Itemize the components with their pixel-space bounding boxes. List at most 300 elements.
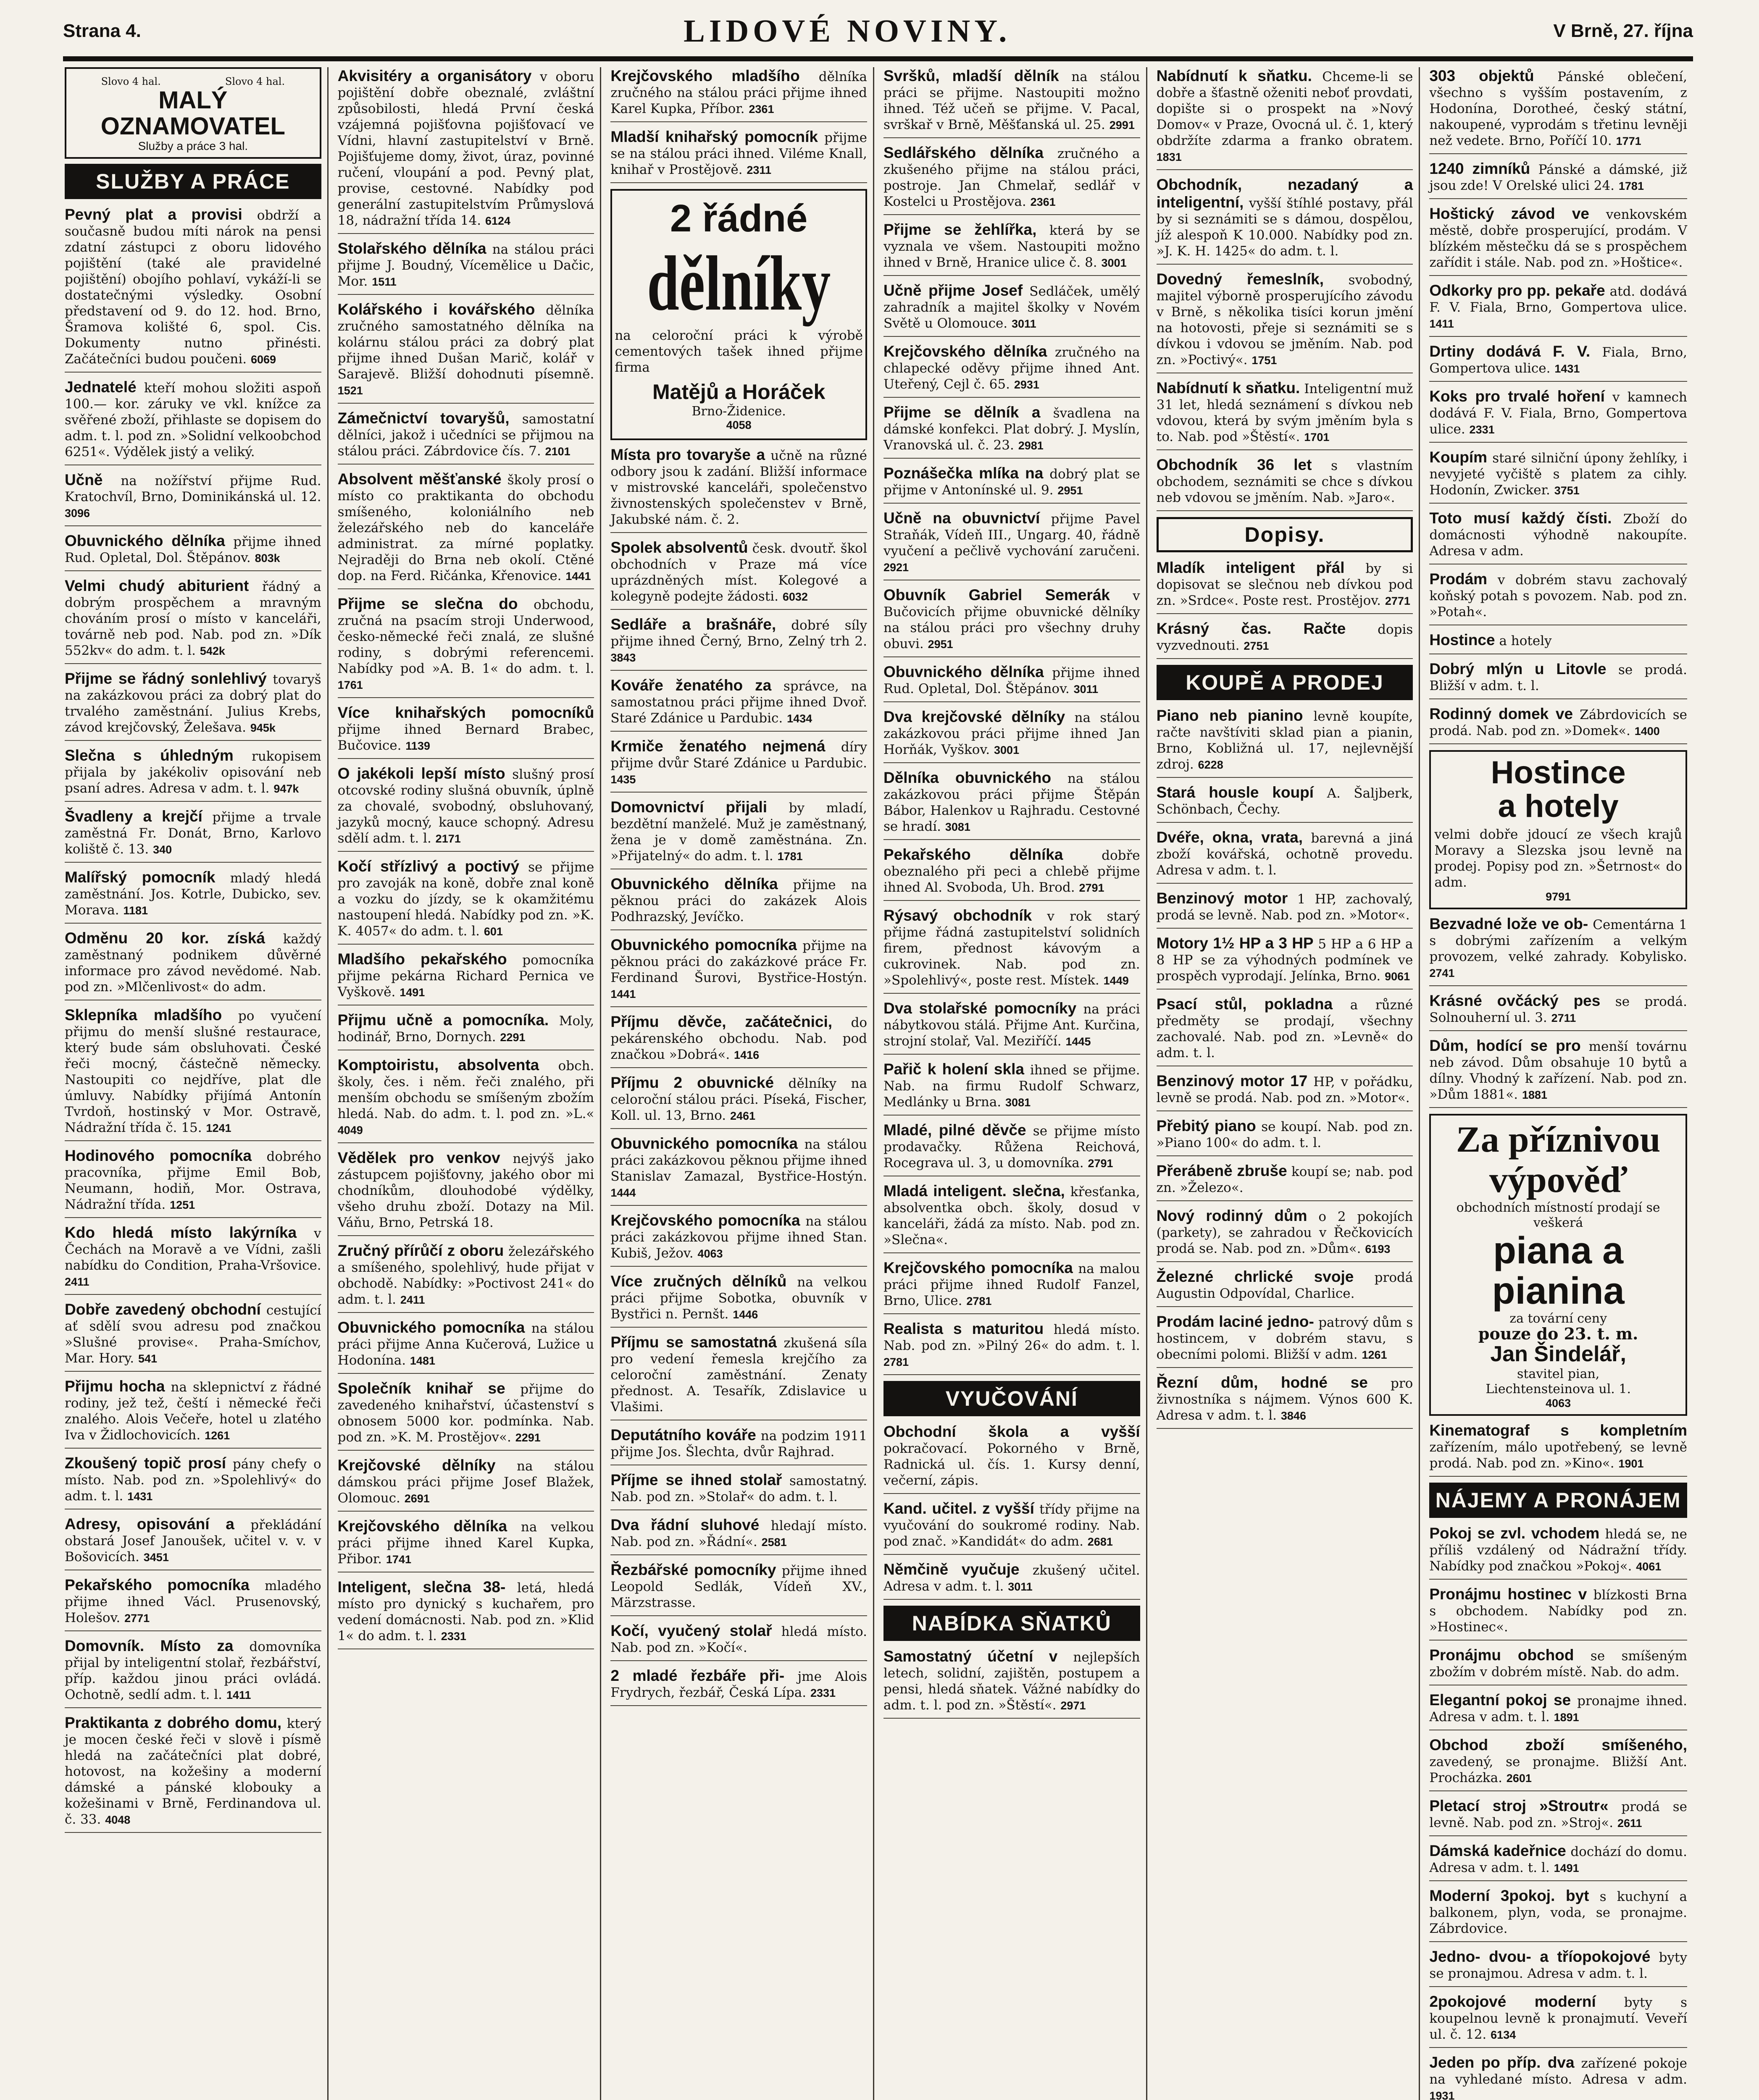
ad-body: zkušená síla pro vedení řemesla krejčího za celoroční zaměstnání. Zenaty přednost. A. Tesařík, Zdislavice u Vlašimi. — [610, 1336, 868, 1415]
display-ad-body: na celoroční práci k výrobě cementových tašek ihned přijme firma — [615, 328, 863, 375]
ad-number: 4063 — [697, 1247, 723, 1260]
ad-number: 4048 — [105, 1814, 131, 1826]
ad-heading: Dva řádní sluhové — [610, 1516, 760, 1533]
ad-number: 1400 — [1634, 725, 1660, 738]
ad-body: na stálou práci přijme Anna Kučerová, Lužice u Hodonína. — [337, 1321, 594, 1368]
ad-number: 6124 — [485, 215, 511, 227]
ad-body: Pánské a dámské, již jsou zde! V Orelské ulici 24. — [1429, 162, 1687, 193]
ad-heading: Odkorky pro pp. pekaře — [1429, 282, 1605, 299]
ad-number: 2361 — [749, 103, 774, 116]
ad-list — [610, 446, 867, 1706]
ad-heading: Piano neb pianino — [1156, 707, 1303, 724]
ad-heading: Přijme se žehlířka, — [883, 221, 1037, 238]
ad-body: samostatní dělníci, jakož i učedníci se přijmou na stálou práci. Zábrdovice čís. 7. — [337, 412, 594, 459]
ad-number: 1701 — [1304, 431, 1330, 444]
ad-heading: Akvisitéry a organisátory — [337, 67, 532, 84]
classified-title: MALÝ OZNAMOVATEL — [100, 87, 285, 140]
ad-heading: Prodám laciné jedno- — [1156, 1313, 1314, 1330]
ad-body: venkovském městě, dobře prosperující, prodám. V blízkém městečku dá se s prospěchem zařídit i stále. Nab. pod zn. »Hoštice«. — [1429, 207, 1687, 270]
ad-heading: Obchod zboží smíšeného, — [1429, 1736, 1687, 1754]
ad-heading: Učně na obuvnictví — [883, 509, 1040, 527]
ad-heading: Pronájmu hostinec v — [1429, 1586, 1587, 1603]
ad-heading: Slečna s úhledným — [65, 747, 234, 764]
rate-left: Slovo 4 hal. — [101, 76, 161, 87]
classified-ad — [1429, 343, 1687, 382]
ad-body: školy prosí o místo co praktikanta do obchodu smíšeného, koloniálního neb železářského neb do kanceláře administrat. za mírné poplatky. Nejraději do Brna neb okolí. Ctěné dop. na Ferd. Ričánka, Křenovice. — [337, 472, 594, 583]
classified-ad — [610, 1212, 867, 1267]
ad-heading: Pletací stroj »Stroutr« — [1429, 1797, 1609, 1814]
ad-number: 2771 — [1385, 595, 1410, 607]
ad-number: 1491 — [1554, 1862, 1579, 1874]
classified-ad — [1429, 1037, 1687, 1108]
ad-number: 2921 — [883, 561, 909, 574]
ad-body: hledají místo. Nab. pod zn. »Řádní«. — [610, 1518, 867, 1549]
piano-line-1: obchodních místností prodají se veškerá — [1456, 1200, 1660, 1230]
column-6 — [1428, 67, 1693, 2100]
ad-heading: Krejčovského pomocníka — [610, 1212, 800, 1229]
ad-heading: Řezní dům, hodné se — [1156, 1374, 1368, 1391]
ad-heading: Kand. učitel. z vyšší — [883, 1500, 1034, 1517]
ad-number: 2311 — [747, 164, 771, 176]
ad-heading: Samostatný účetní v — [883, 1648, 1058, 1665]
ad-heading: Kdo hledá místo lakýrníka — [65, 1224, 297, 1241]
piano-main: piana a pianina — [1492, 1230, 1625, 1312]
classified-ad — [1157, 1072, 1413, 1111]
classified-ad — [338, 1380, 594, 1451]
piano-seller: Jan Šindelář, — [1490, 1342, 1626, 1366]
ad-heading: Švadleny a krejčí — [65, 808, 202, 825]
ad-heading: Krejčovského dělníka — [883, 343, 1047, 360]
ad-body: se prodá. Solnouherní ul. 3. — [1429, 994, 1687, 1025]
ad-heading: Obuvnického dělníka — [610, 875, 778, 892]
ad-number: 601 — [484, 925, 503, 938]
classified-ad — [610, 738, 867, 793]
classified-ad — [883, 663, 1140, 702]
ad-heading: Prodám — [1429, 570, 1488, 588]
classified-ad — [65, 670, 321, 741]
ad-body: v kamnech dodává F. V. Fiala, Brno, Gompertova ulice. — [1429, 390, 1687, 437]
ad-body: Sedláček, umělý zahradník a majitel školky v Novém Světě u Olomouce. — [883, 284, 1140, 331]
ad-number: 945k — [250, 722, 276, 734]
ad-body: na stálou práci se přijme. Nastoupiti možno ihned. Též učeň se přijme. V. Pacal, svrškař v Brně, Měšťanská ul. 25. — [883, 69, 1140, 132]
ad-heading: Kolářského i kovářského — [337, 301, 535, 318]
ad-number: 2741 — [1429, 967, 1455, 979]
ad-heading: Hoštický závod ve — [1429, 205, 1589, 222]
ad-heading: Jedno- dvou- a tříopokojové — [1429, 1948, 1651, 1965]
ad-body: v dobrém stavu zachovalý koňský potah s povozem. Nab. pod zn. »Potah«. — [1429, 572, 1687, 620]
ad-number: 3451 — [143, 1551, 169, 1564]
classified-ad — [65, 808, 321, 863]
newspaper-title: LIDOVÉ NOVINY. — [684, 13, 1011, 49]
ad-body: do pekárenského obchodu. Nab. pod značkou »Dobrá«. — [610, 1015, 867, 1062]
ad-body: na sklepnictví z řádné rodiny, jež tež, čeští i německé řeči znalého. Alois Večeře, hotel u zlatého Iva v Židlochovicích. — [65, 1380, 321, 1443]
ad-heading: Více zručných dělníků — [610, 1273, 787, 1290]
ad-heading: Toto musí každý čísti. — [1429, 509, 1612, 527]
classified-ad — [338, 1517, 594, 1572]
ad-heading: Dovedný řemeslník, — [1156, 270, 1324, 288]
ad-number: 9061 — [1385, 970, 1410, 983]
ad-body: ihned se přijme. Nab. na firmu Rudolf Schwarz, Medlánky u Brna. — [883, 1063, 1140, 1110]
ad-body: díry přijme dvůr Staré Zdánice u Pardubic. — [610, 740, 867, 771]
ad-body: přijme a trvale zaměstná Fr. Donát, Brno, Karlovo koliště č. 13. — [65, 810, 321, 857]
ad-heading: O jakékoli lepší místo — [337, 765, 505, 782]
ad-body: atd. dodává F. V. Fiala, Brno, Gompertova ulice. — [1429, 284, 1687, 315]
ad-heading: Krejčovského mladšího — [610, 67, 800, 84]
ad-heading: Přerábeně zbruše — [1156, 1162, 1287, 1179]
classified-ad — [65, 747, 321, 802]
classified-ad — [610, 936, 867, 1007]
ad-list — [1429, 1525, 1687, 2100]
ad-number: 1751 — [1252, 354, 1277, 367]
ad-body: patrový dům s hostincem, v dobrém stavu, s obecními polomi. Bližší v adm. — [1156, 1315, 1413, 1362]
ad-list — [1429, 67, 1687, 744]
ad-heading: Pařič k holení skla — [883, 1060, 1024, 1078]
ad-body: prodá Augustin Odpovídal, Charlice. — [1156, 1270, 1413, 1301]
ad-body: se přijme místo prodavačky. Růžena Reichová, Rocegrava ul. 3, u domovníka. — [883, 1124, 1140, 1171]
ad-heading: Obuvník Gabriel Semerák — [883, 586, 1110, 604]
ad-body: dělníka zručného na stálou práci přijme ihned Karel Kupka, Příbor. — [610, 69, 867, 116]
classified-ad — [610, 1667, 867, 1706]
classified-ad — [65, 1224, 321, 1295]
ad-body: přijme ihned Bernard Brabec, Bučovice. — [337, 722, 594, 753]
classified-ad — [65, 1576, 321, 1631]
classified-ad — [1157, 934, 1413, 990]
ad-heading: 1240 zimníků — [1429, 160, 1530, 177]
section-banner-letters: Dopisy. — [1157, 517, 1413, 552]
ad-body: vyšší štíhlé postavy, přál by si seznámiti se s dámou, dospělou, jíž alespoň K 10.000. Nabídky pod zn. »J. K. H. 1425« do adm. t. l. — [1156, 196, 1413, 259]
ad-number: 2331 — [441, 1630, 466, 1643]
classified-ad — [1157, 1374, 1413, 1429]
ad-heading: Dům, hodící se pro — [1429, 1037, 1581, 1054]
classified-ad — [883, 144, 1140, 215]
ad-number: 2931 — [1014, 378, 1039, 391]
ad-body: v Bučovicích přijme obuvnické dělníky na stálou práci pro všechny druhy obuvi. — [883, 588, 1140, 651]
classified-ad — [1429, 705, 1687, 744]
ad-number: 1445 — [1065, 1035, 1091, 1048]
ad-number: 542k — [200, 645, 225, 657]
ad-heading: Svršků, mladší dělník — [883, 67, 1059, 84]
classified-ad — [1157, 176, 1413, 265]
ad-number: 1781 — [777, 850, 803, 863]
ad-heading: Krásný čas. Račte — [1156, 620, 1346, 637]
ad-number: 6193 — [1365, 1243, 1391, 1255]
ad-heading: Učně přijme Josef — [883, 282, 1023, 299]
section-banner-services: SLUŽBY A PRÁCE — [65, 164, 321, 199]
ad-heading: Dobře zavedený obchodní — [65, 1301, 261, 1318]
classified-ad — [1157, 890, 1413, 929]
ad-heading: Obuvnického pomocníka — [610, 1135, 798, 1152]
ad-body: pro živnostníka s nájmem. Výnos 600 K. Adresa v adm. t. l. — [1156, 1376, 1413, 1423]
ad-heading: Zkoušený topič prosí — [65, 1454, 226, 1472]
ad-body: švadlena na dámské konfekci. Plat dobrý. J. Myslín, Vranovská ul. č. 23. — [883, 406, 1140, 453]
classified-ad — [65, 378, 321, 465]
ad-number: 2291 — [500, 1031, 526, 1044]
ad-body: pány chefy o místo. Nab. pod zn. »Spolehlivý« do adm. t. l. — [65, 1457, 321, 1504]
ad-heading: Místa pro tovaryše a — [610, 446, 765, 463]
ad-body: pronajme ihned. Adresa v adm. t. l. — [1429, 1693, 1688, 1725]
classified-ad — [883, 1423, 1140, 1494]
ad-heading: 2 mladé řezbáře při- — [610, 1667, 785, 1684]
hotel-number: 9791 — [1546, 890, 1571, 903]
ad-body: se koupí. Nab. pod zn. »Piano 100« do adm. t. l. — [1156, 1119, 1413, 1150]
ad-number: 3001 — [1101, 257, 1127, 269]
ad-heading: Koks pro trvalé hoření — [1429, 388, 1605, 405]
ad-list — [1429, 1422, 1687, 1477]
ad-number: 2691 — [404, 1492, 430, 1505]
ad-body: a různé předměty se prodají, všechny zachovalé. Nab. pod zn. »Levně« do adm. t. l. — [1156, 998, 1413, 1060]
section-banner-buy-sell: KOUPĚ A PRODEJ — [1157, 665, 1413, 700]
ad-heading: Pekařského pomocníka — [65, 1576, 250, 1593]
ad-number: 2791 — [1079, 882, 1104, 894]
ad-number: 2711 — [1551, 1012, 1576, 1024]
classified-ad — [883, 282, 1140, 337]
ad-body: řádný a dobrým prospěchem a mravným chováním prosí o místo v kanceláři, továrně neb pod. Nab. pod zn. »Dík 552kv« do adm. t. l. — [65, 579, 321, 658]
ad-number: 1446 — [733, 1308, 758, 1321]
ad-body: přijme na pěknou práci do zakázek Alois Podhrazský, Jevíčko. — [610, 877, 867, 924]
ad-body: mladý hledá zaměstnání. Jos. Kotrle, Dubicko, sev. Morava. — [65, 871, 321, 918]
ad-heading: Nový rodinný dům — [1156, 1207, 1307, 1224]
ad-body: na stálou dámskou práci přijme Josef Blažek, Olomouc. — [337, 1459, 594, 1506]
ad-heading: Krásné ovčácký pes — [1429, 992, 1601, 1009]
piano-line-4: stavitel pian, — [1517, 1367, 1600, 1381]
ad-list — [610, 67, 867, 183]
ad-heading: Realista s maturitou — [883, 1320, 1044, 1337]
classified-ad — [338, 470, 594, 589]
ad-heading: Obchodní škola a vyšší — [883, 1423, 1140, 1440]
classified-ad — [1157, 270, 1413, 373]
ad-body: samostatný. Nab. pod zn. »Stolař« do adm. t. l. — [610, 1473, 867, 1504]
ad-body: přijme ihned Rud. Opletal, Dol. Štěpánov. — [883, 665, 1140, 696]
ad-body: zařízením, málo upotřebený, se levně prodá. Nab. pod zn. »Kino«. — [1429, 1440, 1687, 1471]
ad-number: 2771 — [124, 1612, 150, 1625]
classified-ad — [610, 1516, 867, 1555]
ad-body: A. Šaljberk, Schönbach, Čechy. — [1156, 786, 1413, 817]
ad-number: 2101 — [545, 445, 571, 458]
piano-line-5: Liechtensteinova ul. 1. — [1486, 1382, 1631, 1396]
classified-ad — [338, 595, 594, 698]
ad-heading: Jeden po příp. dva — [1429, 2054, 1575, 2071]
ad-body: staré silniční úpony žehlíky, i nevyjeté vyčiště s platem za cihly. Hodonín, Zwicker. — [1429, 451, 1687, 498]
ad-number: 1761 — [337, 679, 363, 691]
ad-number: 1441 — [565, 570, 591, 583]
ad-number: 1411 — [1429, 318, 1454, 330]
classified-ad — [883, 1500, 1140, 1555]
classified-ad — [1157, 829, 1413, 884]
ad-number: 2951 — [1057, 484, 1083, 497]
ad-body: kteří mohou složiti aspoň 100.— kor. záruky ve vkl. knížce za svěřené zboží, přihlaste se dopisem do adm. t. l. pod zn. »Solidní velkoobchod 6251«. Výdělek jistý a veliký. — [65, 381, 321, 459]
ad-body: 1 HP, zachovalý, prodá se levně. Nab. pod zn. »Motor«. — [1156, 892, 1413, 923]
ad-number: 2331 — [810, 1687, 836, 1699]
classified-ad — [610, 1074, 867, 1129]
ad-heading: Hodinového pomocníka — [65, 1147, 252, 1164]
ad-heading: Stará housle koupí — [1156, 784, 1314, 801]
ad-number: 1481 — [410, 1354, 435, 1367]
classified-ad — [610, 1334, 867, 1420]
ad-number: 3011 — [1012, 318, 1036, 330]
ad-number: 3846 — [1280, 1410, 1306, 1422]
ad-heading: Spolek absolventů — [610, 539, 748, 556]
ad-body: Pánské oblečení, všechno s vyšším postavením, z Hodonína, Dorotheé, český státní, nakoupené, vyprodám s třetinu levněji než vedete. Brno, Poříčí 10. — [1429, 69, 1687, 148]
ad-heading: Pokoj se zvl. vchodem — [1429, 1525, 1600, 1542]
ad-heading: Pronájmu obchod — [1429, 1646, 1574, 1664]
ad-body: a hotely — [1499, 633, 1552, 648]
ad-list — [338, 67, 594, 1649]
hotel-body: velmi dobře jdoucí ze všech krajů Moravy a Slezska jsou levně na prodej. Popisy pod zn. »Šetrnost« do adm. — [1434, 827, 1682, 890]
ad-number: 3843 — [610, 651, 636, 664]
ad-heading: Poznášečka mlíka na — [883, 465, 1044, 482]
ad-body: Inteligentní muž 31 let, hledá seznámení s dívkou neb vdovou, která by svým jměním byla s to. Nab. pod »Štěstí«. — [1156, 381, 1413, 444]
ad-body: po vyučení přijmu do menší slušné restaurace, který bude sám obsluhovati. České řeči mocný, částečně německy. Nastoupiti co nejdříve, plat dle úmluvy. Nabídky přijímá Antonín Tvrdoň, hostinský v Mor. Ostravě, Nádražní třída č. 15. — [65, 1008, 321, 1135]
ad-body: pokračovací. Pokorného v Brně, Radnická ul. čís. 1. Kursy denní, večerní, zápis. — [883, 1441, 1140, 1488]
ad-body: přijme Pavel Straňák, Vídeň III., Ungarg. 40, řádně vyučení a pečlivě vychování zaručeni. — [883, 512, 1140, 559]
classified-ad — [883, 67, 1140, 138]
ad-heading: Krejčovské dělníky — [337, 1457, 496, 1474]
ad-body: svobodný, majitel výborně prosperujícího závodu v Brně, s několika tisíci korun jmění na hotovosti, přeje si seznámiti se s dívkou i vdovou se jměním. Nab. pod zn. »Poctivý«. — [1156, 273, 1413, 368]
ad-body: hledá se, ne příliš vzdálený od Nádražní třídy. Nabídky pod značkou »Pokoj«. — [1429, 1527, 1687, 1574]
classified-subtitle: Služby a práce 3 hal. — [138, 139, 248, 152]
classified-ad — [65, 1637, 321, 1708]
ad-body: 5 HP a 6 HP a 8 HP se za výhodných podmínek ve prospěch vyprodají. Jelínka, Brno. — [1156, 937, 1413, 984]
ad-list — [883, 1423, 1140, 1600]
ad-body: dobré síly přijme ihned Černý, Brno, Zelný trh 2. — [610, 618, 868, 649]
classified-ad — [1157, 559, 1413, 614]
classified-ad — [883, 1000, 1140, 1055]
ad-heading: Krejčovského pomocníka — [883, 1259, 1073, 1276]
ad-heading: 303 objektů — [1429, 67, 1534, 84]
hotel-title-2: a hotely — [1498, 788, 1619, 824]
classified-ad — [338, 1319, 594, 1374]
ad-number: 3081 — [1005, 1096, 1031, 1109]
ad-body: správce, na samostatnou práci přijme ihned Dvoř. Staré Zdánice u Pardubic. — [610, 679, 868, 726]
ad-number: 2331 — [1469, 423, 1495, 436]
classified-ad — [883, 509, 1140, 580]
classified-ad — [610, 798, 867, 869]
ad-number: 1431 — [1554, 362, 1580, 375]
ad-heading: Praktikanta z dobrého domu, — [65, 1714, 282, 1731]
ad-body: se smíšeným zbožím v dobrém místě. Nab. do adm. — [1429, 1648, 1687, 1680]
ad-heading: Obchodník 36 let — [1156, 456, 1312, 473]
ad-heading: Učně — [65, 471, 103, 488]
classified-ad — [1429, 1842, 1687, 1881]
classified-ad — [1429, 1646, 1687, 1685]
classified-ad — [1157, 379, 1413, 450]
classified-info-box — [65, 67, 321, 159]
ad-body: přijme se na stálou práci ihned. Viléme Knall, knihař v Prostějově. — [610, 130, 867, 177]
ad-number: 803k — [255, 552, 280, 564]
classified-ad — [1429, 509, 1687, 564]
ad-heading: Příjme se ihned stolař — [610, 1471, 782, 1488]
ad-heading: Dva stolařské pomocníky — [883, 1000, 1077, 1017]
ad-heading: Dva krejčovské dělníky — [883, 708, 1065, 725]
ad-body: překládání obstará Josef Janoušek, učitel v. v. v Bošovicích. — [65, 1517, 321, 1564]
classified-ad — [1429, 1586, 1687, 1641]
ad-number: 3751 — [1554, 484, 1580, 497]
ad-body: cestující ať sdělí svou adresu pod značkou »Slušné provise«. Praha-Smíchov, Mar. Hory. — [65, 1303, 321, 1366]
ad-number: 2411 — [400, 1294, 425, 1306]
classified-ad — [1157, 1268, 1413, 1307]
ad-heading: Krejčovského dělníka — [337, 1517, 507, 1535]
classified-ad — [65, 1714, 321, 1833]
hotel-title-1: Hostince — [1491, 755, 1626, 790]
ad-number: 1491 — [400, 986, 425, 999]
column-3 — [609, 67, 874, 2100]
ad-number: 2781 — [966, 1295, 992, 1307]
ad-body: dochází do domu. Adresa v adm. t. l. — [1429, 1844, 1687, 1875]
ad-heading: Mladší knihařský pomocník — [610, 128, 818, 145]
ad-body: která by se vyznala ve všem. Nastoupiti možno ihned v Brně, Hranice ulice č. 8. — [883, 223, 1140, 270]
classified-ad — [338, 410, 594, 465]
ad-heading: Pekařského dělníka — [883, 846, 1063, 863]
ad-body: hledá místo. Nab. pod zn. »Kočí«. — [610, 1624, 867, 1655]
classified-ad — [1429, 1525, 1687, 1580]
ad-number: 1444 — [610, 1186, 636, 1199]
ad-heading: Mladšího pekařského — [337, 950, 507, 968]
ad-number: 3096 — [65, 507, 90, 520]
classified-ad — [883, 1320, 1140, 1375]
ad-number: 2611 — [1617, 1817, 1642, 1830]
ad-number: 1881 — [1522, 1089, 1548, 1101]
classified-ad — [883, 1182, 1140, 1253]
classified-ad — [1429, 1948, 1687, 1987]
ad-heading: Více knihařských pomocníků — [337, 704, 594, 721]
classified-ad — [65, 1378, 321, 1449]
ad-body: prodá se levně. Nab. pod zn. »Stroj«. — [1429, 1799, 1688, 1830]
ad-number: 6032 — [782, 591, 808, 603]
ad-body: dobrý plat se přijme v Antonínské ul. 9. — [883, 467, 1140, 498]
classified-ad — [1157, 620, 1413, 659]
classified-ad — [883, 465, 1140, 504]
ad-body: v Čechách na Moravě a ve Vídni, zašli nabídku do Condition, Praha-Vršovice. — [65, 1226, 321, 1273]
classified-ad — [65, 577, 321, 664]
ad-heading: Zručný přírůčí z oboru — [337, 1242, 504, 1259]
ad-body: na stálou práci zakázkovou přijme ihned Stan. Kubiš, Ježov. — [610, 1214, 868, 1261]
ad-body: se přijme pro zavoják na koně, dobře znal koně a vozku do jízdy, se k okamžitému nastoupení hledá. Nabídky pod zn. »K. K. 4057« do adm. t. l. — [337, 860, 594, 939]
ad-number: 1435 — [610, 773, 636, 786]
ad-heading: Sklepníka mladšího — [65, 1006, 222, 1024]
ad-number: 2981 — [1018, 439, 1044, 452]
ad-body: zkušený učitel. Adresa v adm. t. l. — [883, 1563, 1140, 1594]
ad-heading: Obuvnického dělníka — [65, 532, 225, 549]
classified-ad — [610, 875, 867, 930]
section-banner-rentals: NÁJEMY A PRONÁJEM — [1429, 1483, 1687, 1518]
classified-ad — [610, 1561, 867, 1616]
classified-ad — [65, 206, 321, 373]
ad-heading: Rodinný domek ve — [1429, 705, 1573, 722]
ad-heading: Příjmu děvče, začátečnici, — [610, 1013, 833, 1030]
classified-ad — [610, 1622, 867, 1661]
ad-number: 2171 — [435, 832, 461, 845]
classified-ad — [883, 769, 1140, 840]
ad-body: jme Alois Frydrych, řezbář, Česká Lípa. — [610, 1669, 868, 1700]
ad-list — [883, 67, 1140, 1375]
ad-heading: Přijmu hocha — [65, 1378, 165, 1395]
classified-ad — [338, 240, 594, 295]
classified-ad — [610, 539, 867, 610]
ad-body: přijme do zavedeného knihařství, účastenství s obnosem 5000 kor. podmínka. Nab. pod zn. »K. M. Prostějov«. — [337, 1382, 594, 1445]
classified-ad — [1429, 660, 1687, 699]
ad-heading: Deputátního kováře — [610, 1426, 756, 1444]
classified-ad — [610, 128, 867, 183]
classified-ad — [1157, 1117, 1413, 1156]
classified-ad — [1429, 1797, 1687, 1836]
classified-ad — [338, 765, 594, 852]
classified-ad — [65, 532, 321, 571]
classified-ad — [610, 677, 867, 732]
ad-body: na stálou zakázkovou práci přijme Štěpán Bábor, Halenkov u Rajhradu. Cestovné se hradí. — [883, 771, 1140, 834]
ad-list — [1157, 707, 1413, 1429]
ad-list — [1157, 67, 1413, 511]
ad-heading: Rýsavý obchodník — [883, 907, 1032, 924]
